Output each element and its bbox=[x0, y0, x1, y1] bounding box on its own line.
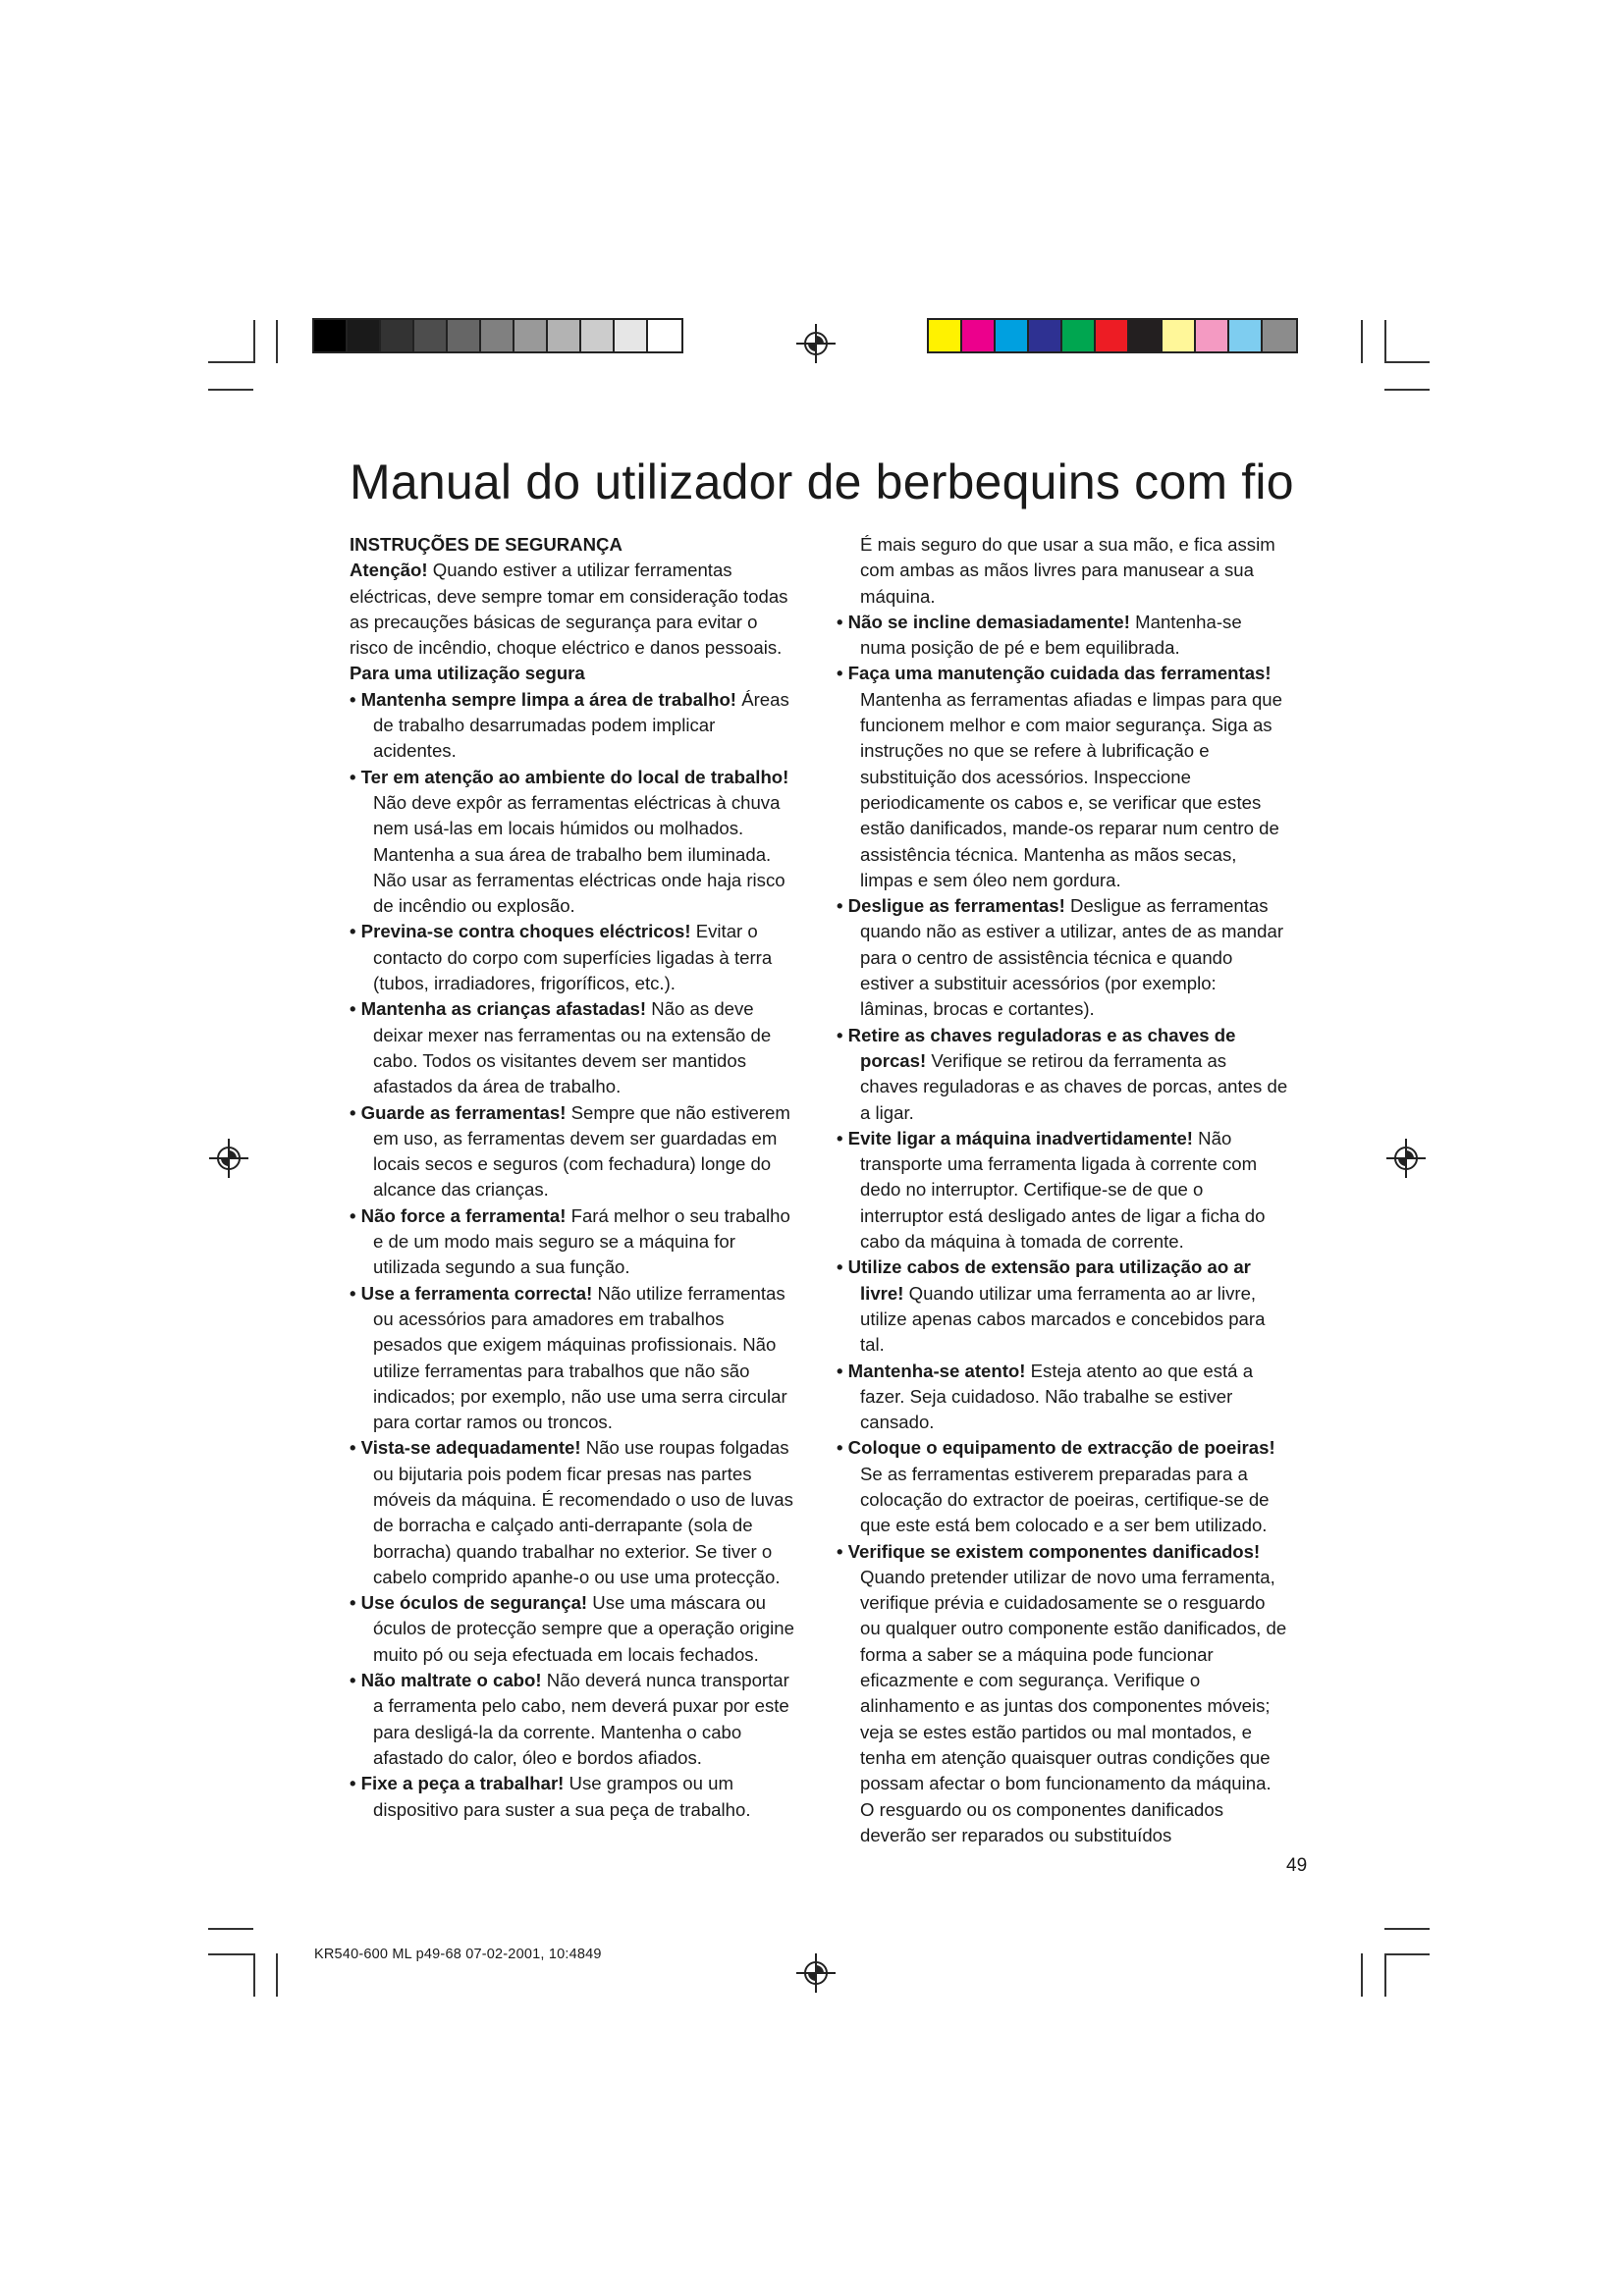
color-swatch bbox=[1263, 320, 1296, 351]
safety-item-lead: • Não se incline demasiadamente! bbox=[837, 611, 1130, 632]
safety-item-text: Mantenha as ferramentas afiadas e limpas para que funcionem melhor e com maior segurança. Siga as instruções no que se refere à lubrificação e substituição dos acessórios. Inspeccione periodicamente os cabos e, se verificar que estes estão danificados, mande-os reparar num centro de assistência técnica. Mantenha as mãos secas, limpas e sem óleo nem gordura. bbox=[860, 688, 1282, 890]
registration-mark-icon bbox=[1386, 1139, 1426, 1178]
color-swatch bbox=[381, 320, 414, 351]
safety-item bbox=[350, 1203, 796, 1281]
safety-item bbox=[837, 1435, 1288, 1538]
safety-item-lead: • Use a ferramenta correcta! bbox=[350, 1282, 593, 1304]
color-swatch bbox=[414, 320, 448, 351]
safety-item-lead: • Utilize cabos de extensão para utilização ao ar livre! bbox=[837, 1256, 1251, 1304]
safety-item-lead: • Fixe a peça a trabalhar! bbox=[350, 1773, 565, 1794]
safety-item-lead: • Desligue as ferramentas! bbox=[837, 895, 1065, 917]
safety-item-lead: • Não force a ferramenta! bbox=[350, 1204, 567, 1226]
color-swatch bbox=[548, 320, 581, 351]
crop-mark bbox=[1384, 389, 1430, 391]
safety-item-lead: • Não maltrate o cabo! bbox=[350, 1670, 542, 1691]
safety-item-lead: • Previna-se contra choques eléctricos! bbox=[350, 921, 691, 942]
safety-item-lead: • Vista-se adequadamente! bbox=[350, 1437, 581, 1459]
safety-item bbox=[837, 1539, 1288, 1849]
safety-item-lead: • Mantenha sempre limpa a área de trabalho! bbox=[350, 688, 737, 710]
color-swatch bbox=[581, 320, 615, 351]
safety-item-text: Desligue as ferramentas quando não as estiver a utilizar, antes de as mandar para o centro de assistência técnica e quando estiver a substituir acessórios (por exemplo: lâminas, brocas e cortantes). bbox=[860, 895, 1284, 1020]
safety-item bbox=[350, 996, 796, 1099]
color-swatch bbox=[314, 320, 348, 351]
registration-mark-icon bbox=[796, 1953, 836, 1993]
safety-item-lead: • Mantenha as crianças afastadas! bbox=[350, 998, 647, 1020]
color-swatch bbox=[348, 320, 381, 351]
safety-item bbox=[350, 1100, 796, 1203]
color-swatch bbox=[1196, 320, 1229, 351]
safety-item-text: Sempre que não estiverem em uso, as ferramentas devem ser guardadas em locais secos e seguros (com fechadura) longe do alcance das crianças. bbox=[373, 1101, 790, 1201]
safety-item bbox=[350, 1435, 796, 1590]
color-swatch bbox=[1163, 320, 1196, 351]
safety-item bbox=[837, 1359, 1288, 1436]
crop-mark bbox=[208, 361, 253, 363]
safety-item-text: Use uma máscara ou óculos de protecção sempre que a operação origine muito pó ou seja efectuada em locais fechados. bbox=[373, 1592, 794, 1665]
safety-item-lead: • Use óculos de segurança! bbox=[350, 1592, 588, 1614]
color-swatch bbox=[481, 320, 514, 351]
crop-mark bbox=[1384, 361, 1430, 363]
crop-mark bbox=[1361, 320, 1363, 363]
safety-item bbox=[837, 893, 1288, 1022]
grayscale-color-bar bbox=[312, 318, 683, 353]
safety-item-text: Quando pretender utilizar de novo uma ferramenta, verifique prévia e cuidadosamente se o resguardo ou qualquer outro componente estão danificados, de forma a saber se a máquina pode funcionar eficazmente e com segurança. Verifique o alinhamento e as juntas dos componentes móveis; veja se estes estão partidos ou mal montados, e tenha em atenção quaisquer outras condições que possam afectar o bom funcionamento da máquina. O resguardo ou os componentes danificados deverão ser reparados ou substituídos bbox=[860, 1566, 1287, 1845]
safety-item-text: Não transporte uma ferramenta ligada à corrente com dedo no interruptor. Certifique-se de que o interruptor está desligado antes de ligar a ficha do cabo da máquina à tomada de corrente. bbox=[860, 1127, 1266, 1253]
safety-item-lead: • Retire as chaves reguladoras e as chaves de porcas! bbox=[837, 1024, 1236, 1071]
print-footer: KR540-600 ML p49-68 07-02-2001, 10:4849 bbox=[314, 1947, 602, 1962]
safety-item bbox=[350, 1771, 796, 1823]
safety-item-lead: • Faça uma manutenção cuidada das ferramentas! bbox=[837, 663, 1272, 684]
safety-item-text: Evitar o contacto do corpo com superfícies ligadas à terra (tubos, irradiadores, frigoríficos, etc.). bbox=[373, 921, 773, 994]
right-column bbox=[837, 532, 1288, 1848]
safety-item bbox=[837, 1126, 1288, 1255]
crop-mark bbox=[1384, 1928, 1430, 1930]
process-color-bar bbox=[927, 318, 1298, 353]
color-swatch bbox=[962, 320, 996, 351]
crop-mark bbox=[276, 1953, 278, 1997]
safety-item-text: Áreas de trabalho desarrumadas podem implicar acidentes. bbox=[373, 688, 789, 762]
page-number: 49 bbox=[1286, 1855, 1308, 1876]
safety-item bbox=[350, 1281, 796, 1436]
safety-item-text: Não as deve deixar mexer nas ferramentas ou na extensão de cabo. Todos os visitantes devem ser mantidos afastados da área de trabalho. bbox=[373, 998, 772, 1097]
safety-item-text: Se as ferramentas estiverem preparadas para a colocação do extractor de poeiras, certifique-se de que este está bem colocado e a ser bem utilizado. bbox=[860, 1463, 1270, 1536]
crop-mark bbox=[1361, 1953, 1363, 1997]
safety-item-lead: • Guarde as ferramentas! bbox=[350, 1101, 567, 1123]
color-swatch bbox=[1062, 320, 1096, 351]
safety-item-text: Use grampos ou um dispositivo para suster a sua peça de trabalho. bbox=[373, 1773, 751, 1820]
color-swatch bbox=[1029, 320, 1062, 351]
safety-item-lead: • Mantenha-se atento! bbox=[837, 1360, 1026, 1381]
safety-item-text: Esteja atento ao que está a fazer. Seja cuidadoso. Não trabalhe se estiver cansado. bbox=[860, 1360, 1254, 1433]
safety-item bbox=[350, 919, 796, 996]
crop-mark bbox=[208, 389, 253, 391]
color-swatch bbox=[1096, 320, 1129, 351]
continuation-paragraph: É mais seguro do que usar a sua mão, e fica assim com ambas as mãos livres para manusear a sua máquina. bbox=[860, 534, 1275, 607]
crop-mark bbox=[276, 320, 278, 363]
safety-item-text: Não deverá nunca transportar a ferramenta pelo cabo, nem deverá puxar por este para desligá-la da corrente. Mantenha o cabo afastado do calor, óleo e bordos afiados. bbox=[373, 1670, 789, 1768]
safety-item-text: Não use roupas folgadas ou bijutaria pois podem ficar presas nas partes móveis da máquina. É recomendado o uso de luvas de borracha e calçado anti-derrapante (sola de borracha) quando trabalhar no exterior. Se tiver o cabelo comprido apanhe-o ou use uma protecção. bbox=[373, 1437, 793, 1587]
left-item-list bbox=[350, 687, 796, 1823]
intro-lead: Atenção! bbox=[350, 560, 428, 581]
safety-item-text: Fará melhor o seu trabalho e de um modo mais seguro se a máquina for utilizada segundo a sua função. bbox=[373, 1204, 790, 1278]
right-item-list bbox=[837, 610, 1288, 1848]
intro-paragraph bbox=[350, 558, 796, 661]
safety-item-text: Mantenha-se numa posição de pé e bem equilibrada. bbox=[860, 611, 1242, 659]
safety-item-text: Não utilize ferramentas ou acessórios para amadores em trabalhos pesados que exigem máquinas profissionais. Não utilize ferramentas para trabalhos que não são indicados; por exemplo, não use uma serra circular para cortar ramos ou troncos. bbox=[373, 1282, 787, 1433]
crop-mark bbox=[253, 1953, 255, 1997]
registration-mark-icon bbox=[796, 324, 836, 363]
safety-item-lead: • Verifique se existem componentes danificados! bbox=[837, 1540, 1261, 1562]
safety-item-lead: • Coloque o equipamento de extracção de poeiras! bbox=[837, 1437, 1275, 1459]
crop-mark bbox=[208, 1928, 253, 1930]
color-swatch bbox=[448, 320, 481, 351]
color-swatch bbox=[996, 320, 1029, 351]
intro-text: Quando estiver a utilizar ferramentas eléctricas, deve sempre tomar em consideração todas as precauções básicas de segurança para evitar o risco de incêndio, choque eléctrico e danos pessoais. bbox=[350, 560, 788, 659]
left-column bbox=[350, 532, 796, 1823]
safety-item bbox=[350, 1590, 796, 1668]
page-title: Manual do utilizador de berbequins com fio bbox=[350, 454, 1294, 509]
safety-item bbox=[837, 661, 1288, 893]
color-swatch bbox=[929, 320, 962, 351]
crop-mark bbox=[1384, 320, 1386, 363]
safety-item-lead: • Ter em atenção ao ambiente do local de trabalho! bbox=[350, 766, 789, 787]
safety-item-text: Quando utilizar uma ferramenta ao ar livre, utilize apenas cabos marcados e concebidos para tal. bbox=[860, 1282, 1266, 1356]
safety-item bbox=[837, 1023, 1288, 1126]
safety-item-text: Verifique se retirou da ferramenta as chaves reguladoras e as chaves de porcas, antes de a ligar. bbox=[860, 1049, 1288, 1123]
safety-item-text: Não deve expôr as ferramentas eléctricas à chuva nem usá-las em locais húmidos ou molhados. Mantenha a sua área de trabalho bem iluminada. Não usar as ferramentas eléctricas onde haja risco de incêndio ou explosão. bbox=[373, 791, 785, 917]
crop-mark bbox=[1384, 1953, 1430, 1955]
registration-mark-icon bbox=[209, 1139, 248, 1178]
color-swatch bbox=[1229, 320, 1263, 351]
safety-item-lead: • Evite ligar a máquina inadvertidamente! bbox=[837, 1127, 1193, 1148]
crop-mark bbox=[208, 1953, 253, 1955]
safety-item bbox=[350, 1668, 796, 1771]
safety-item bbox=[350, 765, 796, 920]
subheading: Para uma utilização segura bbox=[350, 663, 585, 684]
safety-item bbox=[837, 1255, 1288, 1358]
color-swatch bbox=[1129, 320, 1163, 351]
color-swatch bbox=[615, 320, 648, 351]
color-swatch bbox=[514, 320, 548, 351]
safety-item bbox=[837, 610, 1288, 662]
safety-item bbox=[350, 687, 796, 765]
crop-mark bbox=[1384, 1953, 1386, 1997]
color-swatch bbox=[648, 320, 681, 351]
crop-mark bbox=[253, 320, 255, 363]
section-heading: INSTRUÇÕES DE SEGURANÇA bbox=[350, 534, 623, 555]
